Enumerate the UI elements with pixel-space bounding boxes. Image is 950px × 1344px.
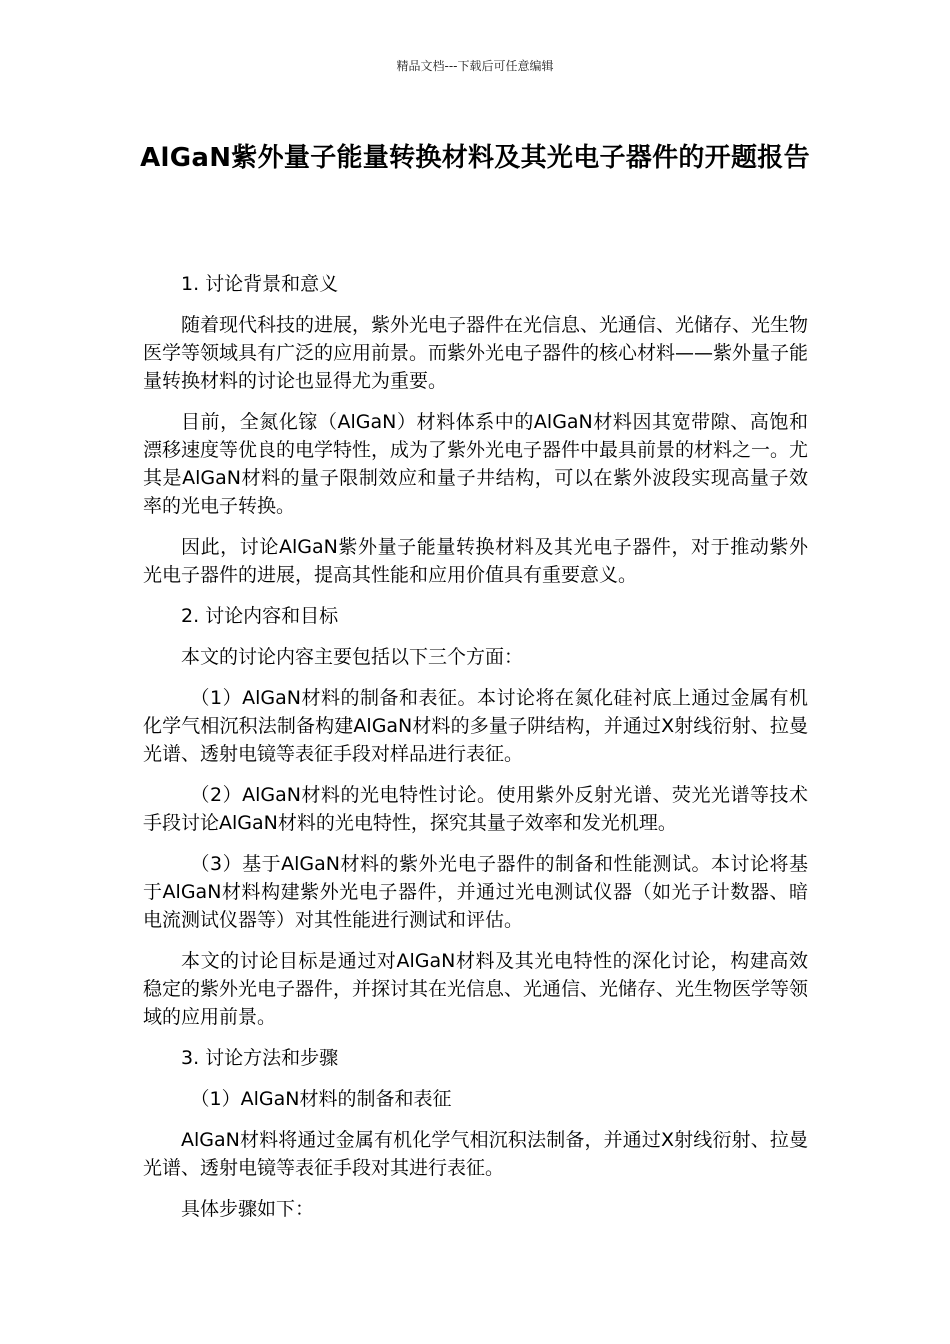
page-header: 精品文档---下载后可任意编辑 bbox=[396, 59, 554, 73]
paragraph: 随着现代科技的进展，紫外光电子器件在光信息、光通信、光储存、光生物医学等领域具有广泛的应用前景。而紫外光电子器件的核心材料——紫外量子能量转换材料的讨论也显得尤为重要。 bbox=[143, 314, 809, 392]
section-heading: 3. 讨论方法和步骤 bbox=[181, 1047, 339, 1069]
list-item: （2）AlGaN材料的光电特性讨论。使用紫外反射光谱、荧光光谱等技术手段讨论AlGaN材料的光电特性，探究其量子效率和发光机理。 bbox=[143, 784, 808, 834]
section-heading: 1. 讨论背景和意义 bbox=[181, 273, 339, 295]
paragraph: 本文的讨论内容主要包括以下三个方面： bbox=[181, 646, 524, 668]
paragraph: 目前，全氮化镓（AlGaN）材料体系中的AlGaN材料因其宽带隙、高饱和漂移速度等优良的电学特性，成为了紫外光电子器件中最具前景的材料之一。尤其是AlGaN材料的量子限制效应和量子井结构，可以在紫外波段实现高量子效率的光电子转换。 bbox=[143, 411, 809, 517]
paragraph: 因此，讨论AlGaN紫外量子能量转换材料及其光电子器件，对于推动紫外光电子器件的进展，提高其性能和应用价值具有重要意义。 bbox=[143, 536, 808, 586]
list-item: （1）AlGaN材料的制备和表征。本讨论将在氮化硅衬底上通过金属有机化学气相沉积法制备构建AlGaN材料的多量子阱结构，并通过X射线衍射、拉曼光谱、透射电镜等表征手段对样品进行表征。 bbox=[143, 687, 808, 765]
document-title: AlGaN紫外量子能量转换材料及其光电子器件的开题报告 bbox=[140, 143, 810, 173]
paragraph: 本文的讨论目标是通过对AlGaN材料及其光电特性的深化讨论，构建高效稳定的紫外光电子器件，并探讨其在光信息、光通信、光储存、光生物医学等领域的应用前景。 bbox=[143, 950, 809, 1028]
section-heading: 2. 讨论内容和目标 bbox=[181, 605, 339, 627]
paragraph: 具体步骤如下： bbox=[181, 1198, 315, 1220]
list-item: （3）基于AlGaN材料的紫外光电子器件的制备和性能测试。本讨论将基于AlGaN材料构建紫外光电子器件，并通过光电测试仪器（如光子计数器、暗电流测试仪器等）对其性能进行测试和评估。 bbox=[143, 853, 808, 931]
document-body bbox=[143, 270, 808, 1236]
paragraph: AlGaN材料将通过金属有机化学气相沉积法制备，并通过X射线衍射、拉曼光谱、透射电镜等表征手段对其进行表征。 bbox=[143, 1129, 808, 1179]
subsection-heading: （1）AlGaN材料的制备和表征 bbox=[190, 1088, 452, 1110]
